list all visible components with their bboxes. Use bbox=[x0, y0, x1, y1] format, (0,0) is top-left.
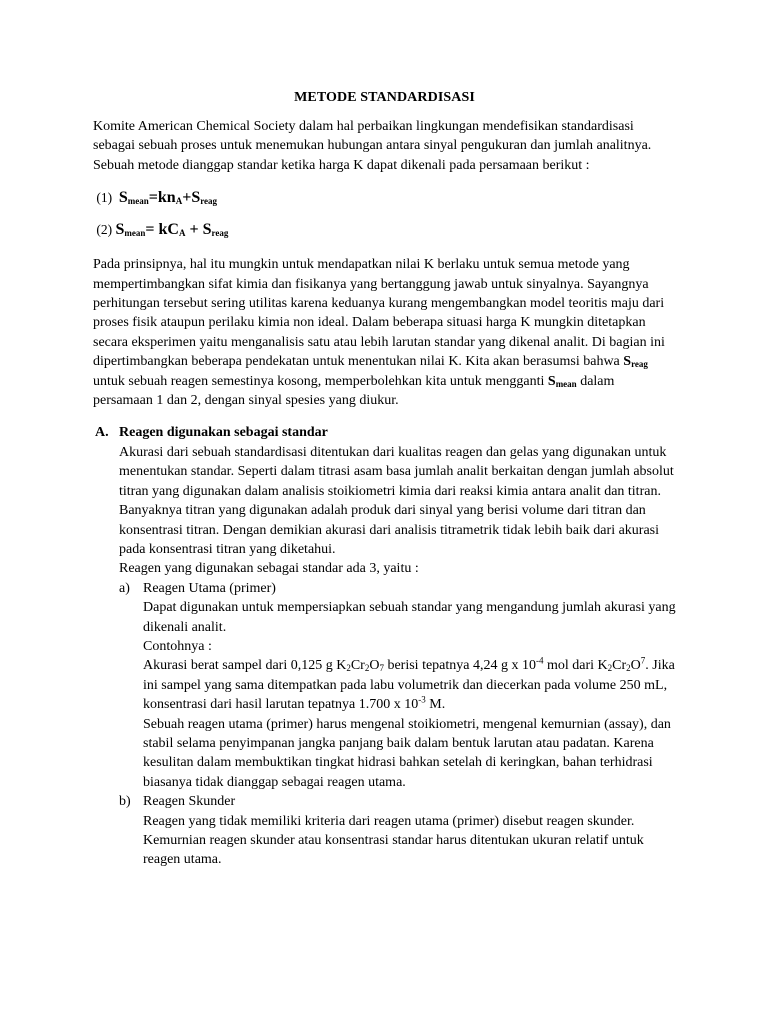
page-title: METODE STANDARDISASI bbox=[294, 90, 475, 105]
intro-paragraph: Komite American Chemical Society dalam hal perbaikan lingkungan mendefisikan standardisasi sebagai sebuah proses untuk menemukan hubungan antara sinyal pengukuran dan jumlah analitnya. Sebuah metode dianggap standar ketika harga K dapat dikenali pada persamaan berikut : bbox=[93, 119, 652, 173]
list-item-b-label: b) bbox=[119, 794, 131, 810]
equation-1: (1) $S_{mean}=kn_A+S_{reag}$ bbox=[96, 189, 218, 207]
section-a-label: A. bbox=[95, 425, 109, 441]
section-a-title: Reagen digunakan sebagai standar bbox=[119, 425, 328, 441]
section-a-paragraph-1: Akurasi dari sebuah standardisasi ditentukan dari kualitas reagen dan gelas yang digunakan untuk menentukan standar. Seperti dalam titrasi asam basa jumlah analit berkaitan dengan jumlah absolut titran yang digunakan dalam analisis stoikiometri kimia dari reaksi kimia antara analit dan titran. Banyaknya titran yang digunakan adalah produk dari sinyal yang berisi volume dari titran dan konsentrasi titran. Dengan demikian akurasi dari analisis titrametrik tidak lebih baik dari akurasi pada konsentrasi titran yang diketahui. bbox=[119, 444, 674, 557]
list-item-b-description: Reagen yang tidak memiliki kriteria dari reagen utama (primer) disebut reagen skunder. Kemurnian reagen skunder atau konsentrasi standar harus ditentukan ukuran relatif untuk reagen utama. bbox=[143, 813, 644, 868]
list-item-a-description-2: Sebuah reagen utama (primer) harus mengenal stoikiometri, mengenal kemurnian (assay), dan stabil selama penyimpanan jangka panjang baik dalam bentuk larutan atau padatan. Karena kesulitan dalam membuktikan tingkat hidrasi bahkan setelah di keringkan, bahan terhidrasi biasanya tidak dianggap sebagai reagen utama. bbox=[143, 716, 671, 790]
list-item-a bbox=[93, 579, 676, 598]
list-item-a-title: Reagen Utama (primer) bbox=[143, 580, 276, 596]
list-item-b bbox=[93, 792, 676, 811]
list-item-a-example-label: Contohnya : bbox=[143, 638, 212, 654]
section-a-heading bbox=[93, 423, 676, 442]
list-item-a-label: a) bbox=[119, 580, 130, 596]
list-item-a-example: Akurasi berat sampel dari 0,125 g $K_2Cr_2O_7$ berisi tepatnya 4,24 g x $10^{-4}$ mol dari $K_2Cr_2O^7$. Jika ini sampel yang sama ditempatkan pada labu volumetrik dan diecerkan pada volume 250 mL, konsentrasi dari hasil larutan tepatnya 1.700 x $10^{-3}$ M. bbox=[143, 655, 675, 713]
section-a-paragraph-2: Reagen yang digunakan sebagai standar ada 3, yaitu : bbox=[119, 561, 419, 577]
body-paragraph-2: Pada prinsipnya, hal itu mungkin untuk mendapatkan nilai K berlaku untuk semua metode yang mempertimbangkan sifat kimia dan fisikanya yang bertanggung jawab untuk sinyalnya. Sayangnya perhitungan tersebut sering utilitas karena keduanya kurang mengembangkan model teoritis maju dari proses fisik ataupun perilaku kimia non ideal. Dalam beberapa situasi harga K mungkin ditetapkan secara eksperimen yaitu menganalisis satu atau lebih larutan standar yang dikenal analit. Di bagian ini dipertimbangkan beberapa pendekatan untuk menentukan nilai K. Kita akan berasumsi bahwa $S_{reag}$ untuk sebuah reagen semestinya kosong, memperbolehkan kita untuk mengganti $S_{mean}$ dalam persamaan 1 dan 2, dengan sinyal spesies yang diukur. bbox=[93, 257, 665, 409]
list-item-a-description: Dapat digunakan untuk mempersiapkan sebuah standar yang mengandung jumlah akurasi yang dikenali analit. bbox=[143, 600, 676, 635]
list-item-b-title: Reagen Skunder bbox=[143, 794, 236, 810]
equation-2: (2) $S_{mean}= kC_A + S_{reag}$ bbox=[96, 221, 229, 239]
